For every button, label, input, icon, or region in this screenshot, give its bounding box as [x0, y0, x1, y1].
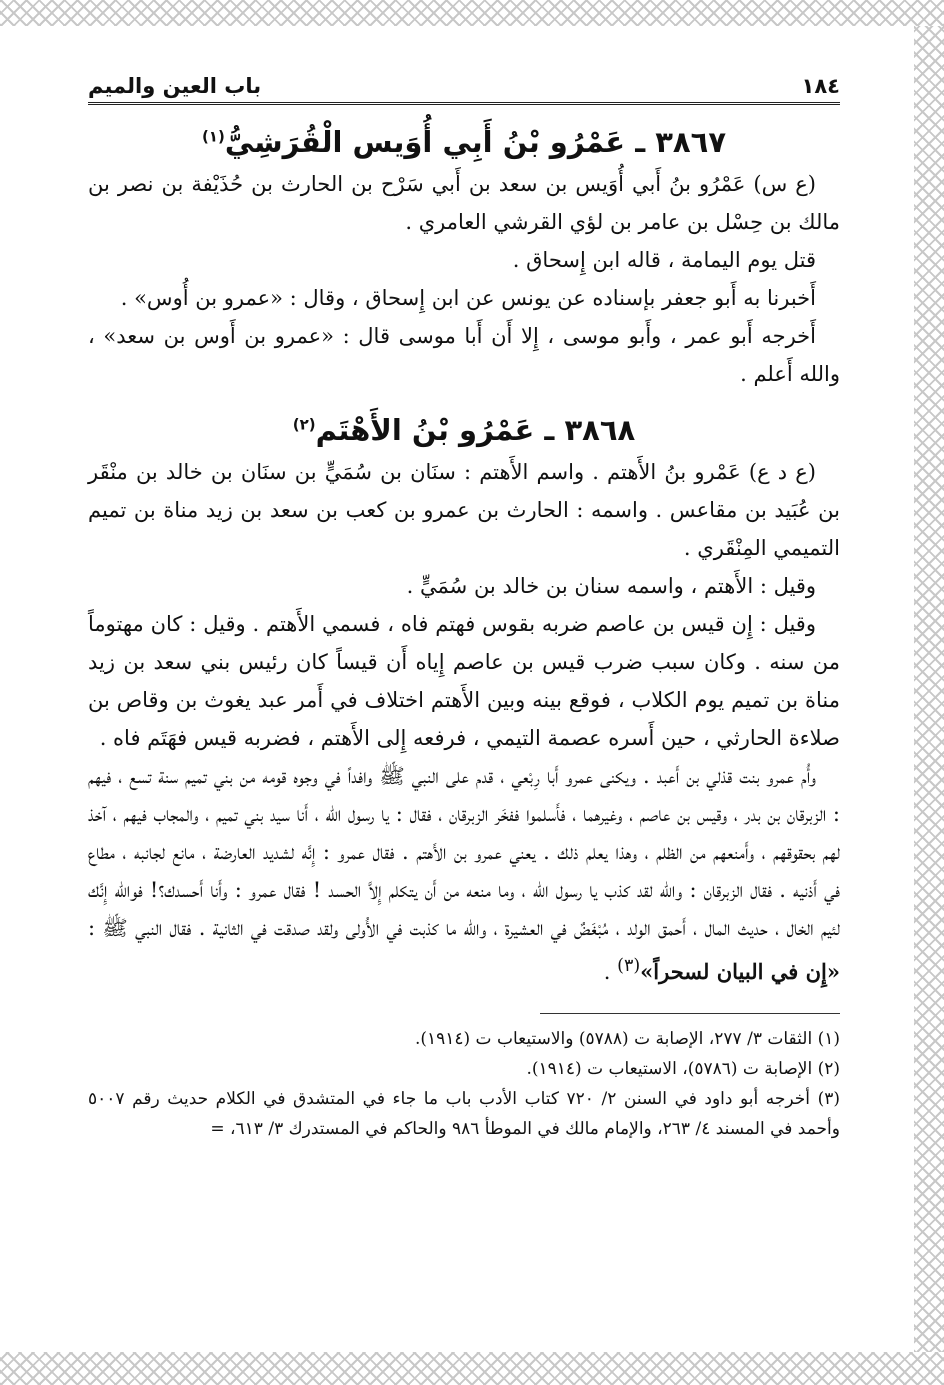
entry-paragraph: (ع س) عَمْرُو بنُ أَبي أُوَيس بن سعد بن أَبي سَرْح بن الحارث بن حُذَيْفة بن نصر بن مالك بن حِسْل بن عامر بن لؤي القرشي العامري . — [88, 172, 840, 234]
entry-paragraph: أَخبرنا به أَبو جعفر بإسناده عن يونس عن ابن إِسحاق ، وقال : «عمرو بن أُوس» . — [120, 286, 816, 310]
page-header — [88, 60, 840, 98]
entry-paragraph: (ع د ع) عَمْرو بنُ الأَهتم . واسم الأَهتم : سنَان بن سُمَيٍّ بن سنَان بن خالد بن منْقَر بن عُبَيد بن مقاعس . واسمه : الحارث بن عمرو بن كعب بن سعد بن زيد مناة بن تميم التميمي المِنْقَري . — [88, 460, 840, 560]
footnote: (١) الثقات ٣/ ٢٧٧، الإصابة ت (٥٧٨٨) والاستيعاب ت (١٩١٤). — [414, 1029, 840, 1049]
page-border-bottom — [0, 1352, 944, 1385]
page-border-right — [914, 26, 944, 1352]
book-page — [88, 60, 840, 1340]
footnote-ref: (٢) — [292, 415, 316, 434]
footnote: (٢) الإصابة ت (٥٧٨٦)، الاستيعاب ت (١٩١٤). — [526, 1059, 840, 1079]
footnote-ref: (٣) — [617, 956, 641, 976]
footnote-ref: (١) — [201, 127, 225, 146]
entry-title-3867: ٣٨٦٧ ـ عَمْرُو بْنُ أَبِي أُوَيس الْقُرَشِيُّ$^{(١)}$ — [201, 125, 727, 159]
footnote-rule — [540, 1013, 840, 1014]
entry-paragraph: أَخرجه أَبو عمر ، وأَبو موسى ، إِلا أَن أَبا موسى قال : «عمرو بن أَوس بن سعد» ، والله أَعلم . — [88, 324, 840, 386]
entry-paragraph: قتل يوم اليمامة ، قاله ابن إِسحاق . — [512, 248, 816, 272]
prophet-quote: «إِن في البيان لسحراً» — [640, 959, 840, 984]
entry-paragraph: وقيل : إِن قيس بن عاصم ضربه بقوس فهتم فاه ، فسمي الأَهتم . وقيل : كان مهتوماً من سنه . وكان سبب ضرب قيس بن عاصم إِياه أَن قيساً كان رئيس بني سعد بن زيد مناة بن تميم يوم الكلاب ، فوقع بينه وبين الأَهتم اختلاف في أَمر عبد يغوث بن وقاص بن صلاءة الحارثي ، حين أَسره عصمة التيمي ، فرفعه إِلى الأَهتم ، فضربه قيس فهَتَم فاه . — [88, 612, 840, 750]
entry-paragraph: وقيل : الأَهتم ، واسمه سنان بن خالد بن سُمَيٍّ . — [406, 574, 816, 598]
page-border-top — [0, 0, 944, 26]
running-title: باب العين والميم — [88, 74, 262, 98]
entry-title-3868: ٣٨٦٨ ـ عَمْرُو بْنُ الأَهْتَم$^{(٢)}$ — [292, 413, 636, 447]
header-rule — [88, 102, 840, 105]
footnote: (٣) أخرجه أبو داود في السنن ٢/ ٧٢٠ كتاب الأدب باب ما جاء في المتشدق في الكلام حديث رقم ٥٠٠٧ وأحمد في المسند ٤/ ٢٦٣، والإمام مالك في الموطأ ٩٨٦ والحاكم في المستدرك ٣/ ٦١٣، = — [88, 1089, 840, 1139]
page-number: ١٨٤ — [801, 74, 840, 98]
entry-paragraph-last: وأُم عمرو بنت قذلي بن أَعبد . ويكنى عمرو أَبا رِبْعي ، قدم على النبي ﷺ وافداً في وجوه قومه من بني تميم سنة تسع ، فيهم : الزبرقان بن بدر ، وقيس بن عاصم ، وغيرهما ، فأَسلموا ففخَر الزبرقان ، فقال : يا رسول الله ، أَنا سيد بني تميم ، والمجاب فيهم ، آخذ لهم بحقوقهم ، وأَمنعهم من الظلم ، وهذا يعلم ذلك . يعني عمرو بن الأَهتم . فقال عمرو : إِنَّه لشديد العارضة ، مانع لجانبه ، مطاع في أَذنيه . فقال الزبرقان : والله لقد كذب يا رسول الله ، وما منعه من أَن يتكلم إِلاَّ الحسد ! فقال عمرو : وأَنا أَحسدك؟! فوالله إِنَّك لئيم الخال ، حديث المال ، أَحمق الولد ، مُبْغَضٌ في العشيرة ، والله ما كذبت في الأُولى ولقد صدقت في الثانية . فقال النبي ﷺ : «إِن في البيان لسحراً»$^{(٣)}$ . — [88, 764, 840, 984]
